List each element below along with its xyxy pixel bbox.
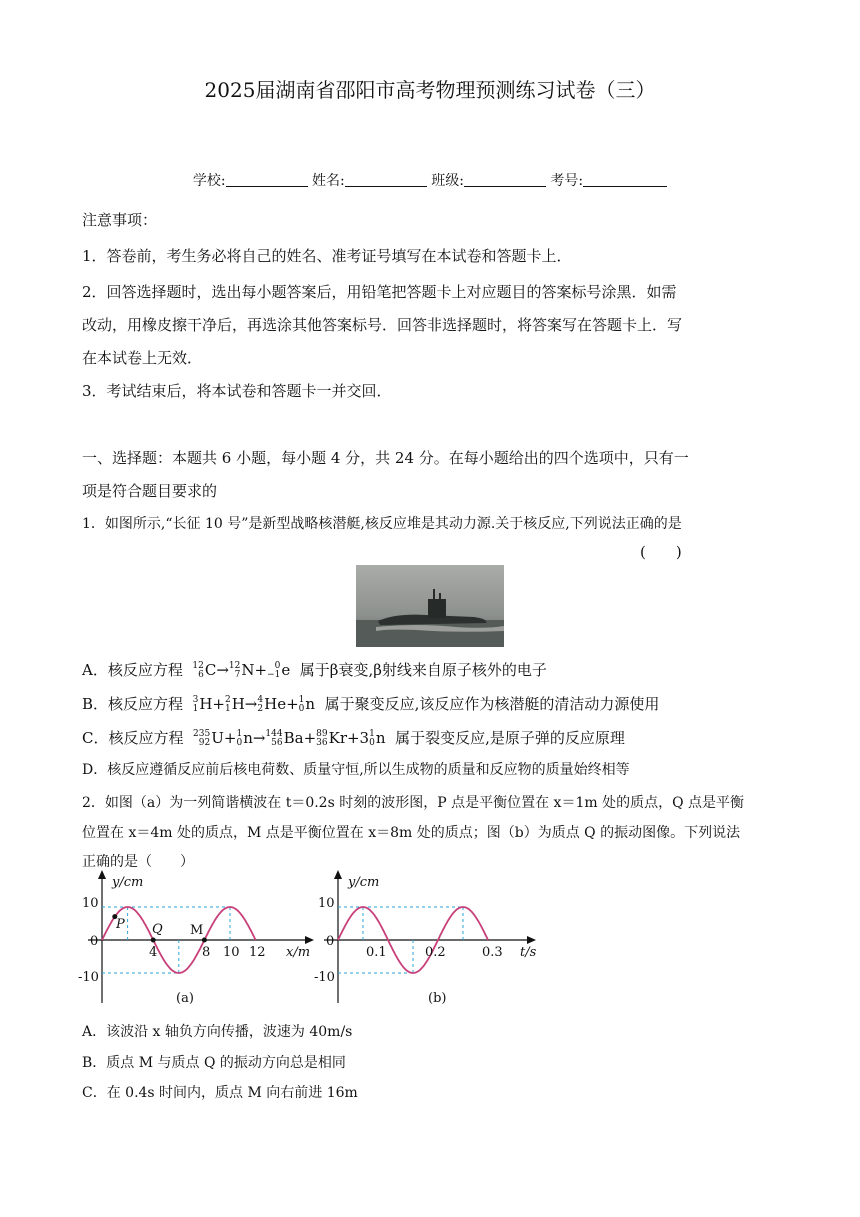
notice-item-2c: 在本试卷上无效． [82, 349, 203, 367]
notice-item-3: 3．考试结束后，将本试卷和答题卡一并交回． [82, 382, 392, 400]
wave-graph-a [78, 868, 318, 1008]
x-tick-12: 12 [249, 945, 266, 960]
school-blank[interactable] [226, 172, 308, 187]
label-p: P [116, 917, 125, 932]
origin-label: 0 [326, 934, 335, 949]
point-m [202, 938, 207, 943]
t-tick-0.3: 0.3 [482, 945, 503, 960]
y-tick-10: 10 [318, 896, 335, 911]
notice-item-2b: 改动，用橡皮擦干净后，再选涂其他答案标号．回答非选择题时，将答案写在答题卡上．写 [82, 316, 683, 334]
y-axis-arrow-icon [98, 870, 106, 879]
name-label: 姓名: [312, 173, 345, 189]
equation-a: 12 6 C→ 12 7 N+ 0 −1 e [192, 661, 295, 680]
y-axis-arrow-icon [334, 870, 342, 879]
label-q: Q [152, 922, 163, 937]
q2-option-c[interactable]: C．在 0.4s 时间内，质点 M 向右前进 16m [82, 1085, 358, 1101]
section1-line2: 项是符合题目要求的 [82, 482, 218, 500]
q2-stem-1: 2．如图（a）为一列简谐横波在 t＝0.2s 时刻的波形图，P 点是平衡位置在 x＝1m 处的质点，Q 点是平衡 [82, 795, 745, 811]
q2-option-a[interactable]: A．该波沿 x 轴负方向传播，波速为 40m/s [82, 1024, 353, 1040]
y-tick-minus10: -10 [314, 970, 335, 985]
q1-option-b[interactable]: B．核反应方程 3 1 H+ 2 1 H→ 4 2 He+ 1 0 n 属于聚变反应,该反应作为核潜艇的清洁动力源使用 [82, 695, 660, 714]
class-label: 班级: [431, 173, 464, 189]
notice-heading: 注意事项： [82, 211, 158, 229]
t-tick-0.2: 0.2 [425, 945, 446, 960]
name-blank[interactable] [345, 172, 427, 187]
x-axis-label: x/m [286, 945, 311, 960]
q2-option-b[interactable]: B．质点 M 与质点 Q 的振动方向总是相同 [82, 1055, 346, 1071]
school-label: 学校: [192, 173, 226, 189]
submarine-photo [356, 565, 504, 647]
exam-no-label: 考号: [550, 173, 584, 189]
x-tick-8: 8 [202, 945, 211, 960]
q1-answer-paren: ( ) [640, 543, 682, 561]
q1-option-c[interactable]: C．核反应方程 235 92 U+ 1 0 n→ 144 56 Ba+ 89 36 Kr+3 1 0 n 属于裂变反应,是原子弹的反应原理 [82, 729, 625, 748]
t-axis-arrow-icon [527, 936, 536, 944]
origin-label: 0 [90, 934, 99, 949]
x-tick-10: 10 [223, 945, 240, 960]
y-axis-label: y/cm [348, 875, 380, 890]
class-blank[interactable] [464, 172, 546, 187]
vibration-graph-b [310, 868, 540, 1008]
page-title: 2025届湖南省邵阳市高考物理预测练习试卷（三） [204, 78, 656, 102]
caption-b: (b) [428, 991, 447, 1006]
label-m: M [190, 923, 204, 938]
q2-stem-2: 位置在 x＝4m 处的质点，M 点是平衡位置在 x＝8m 处的质点；图（b）为质点 Q 的振动图像。下列说法 [82, 825, 741, 841]
equation-c: 235 92 U+ 1 0 n→ 144 56 Ba+ 89 36 Kr+3 1 0 n [193, 729, 391, 748]
x-tick-4: 4 [149, 945, 158, 960]
y-tick-10: 10 [82, 896, 99, 911]
equation-b: 3 1 H+ 2 1 H→ 4 2 He+ 1 0 n [192, 695, 320, 714]
t-axis-label: t/s [520, 945, 537, 960]
y-axis-label: y/cm [112, 875, 144, 890]
t-tick-0.1: 0.1 [366, 945, 387, 960]
exam-no-blank[interactable] [583, 172, 667, 187]
q1-option-d[interactable]: D．核反应遵循反应前后核电荷数、质量守恒,所以生成物的质量和反应物的质量始终相等 [82, 762, 630, 778]
q1-stem: 1．如图所示,“长征 10 号”是新型战略核潜艇,核反应堆是其动力源.关于核反应,下列说法正确的是 [82, 516, 682, 532]
q2-stem-3: 正确的是（ ） [82, 854, 194, 870]
caption-a: (a) [176, 991, 194, 1006]
y-tick-minus10: -10 [78, 970, 99, 985]
section1-line1: 一、选择题：本题共 6 小题，每小题 4 分，共 24 分。在每小题给出的四个选项中，只有一 [82, 449, 689, 467]
point-q [151, 938, 156, 943]
q1-option-a[interactable]: A．核反应方程 12 6 C→ 12 7 N+ 0 −1 e 属于β衰变,β射线来自原子核外的电子 [82, 661, 547, 680]
notice-item-2a: 2．回答选择题时，选出每小题答案后，用铅笔把答题卡上对应题目的答案标号涂黑．如需 [82, 283, 677, 301]
student-info [0, 170, 860, 190]
notice-item-1: 1．答卷前，考生务必将自己的姓名、准考证号填写在本试卷和答题卡上． [82, 247, 572, 265]
